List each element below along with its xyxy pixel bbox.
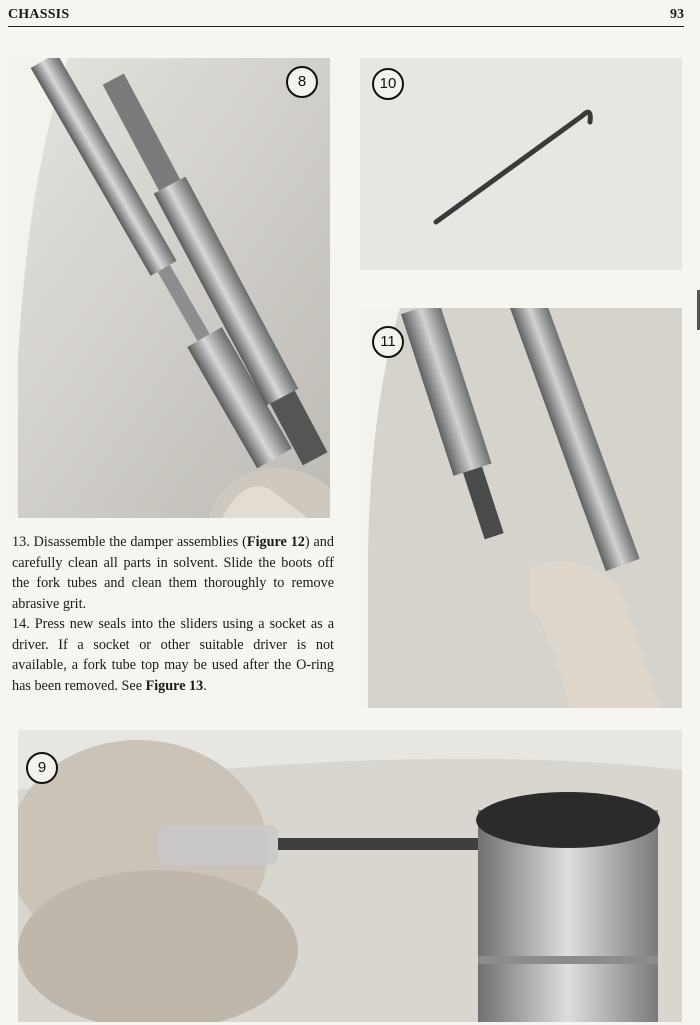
figure-number-badge: 8 (286, 66, 318, 98)
figure-reference: Figure 13 (145, 677, 204, 694)
bent-rod-tool-illustration (360, 58, 682, 270)
page-number: 93 (670, 7, 684, 22)
damper-rod-hand-illustration (360, 308, 682, 708)
section-title: CHASSIS (8, 7, 70, 22)
screwdriver-seal-illustration (18, 730, 682, 1022)
step-13-paragraph: 13. Disassemble the damper assemblies (Figure 12) and carefully clean all parts in solvent. Slide the boots off the fork tubes and clean them thoroughly to remove abrasive grit. (12, 534, 334, 612)
figure-10-photo (360, 58, 682, 270)
figure-number-badge: 10 (372, 68, 404, 100)
figure-number-badge: 9 (26, 752, 58, 784)
figure-9-photo (18, 730, 682, 1022)
step-14-paragraph: 14. Press new seals into the sliders using a socket as a driver. If a socket or other suitable driver is not available, a fork tube top may be used after the O-ring has been removed. See Figure 13. (12, 616, 334, 694)
running-header (8, 4, 684, 27)
instruction-text (12, 532, 334, 696)
figure-8-photo (8, 58, 330, 518)
fork-damper-illustration (8, 58, 330, 518)
figure-number-badge: 11 (372, 326, 404, 358)
figure-11-photo (360, 308, 682, 708)
figure-reference: Figure 12 (246, 534, 305, 550)
